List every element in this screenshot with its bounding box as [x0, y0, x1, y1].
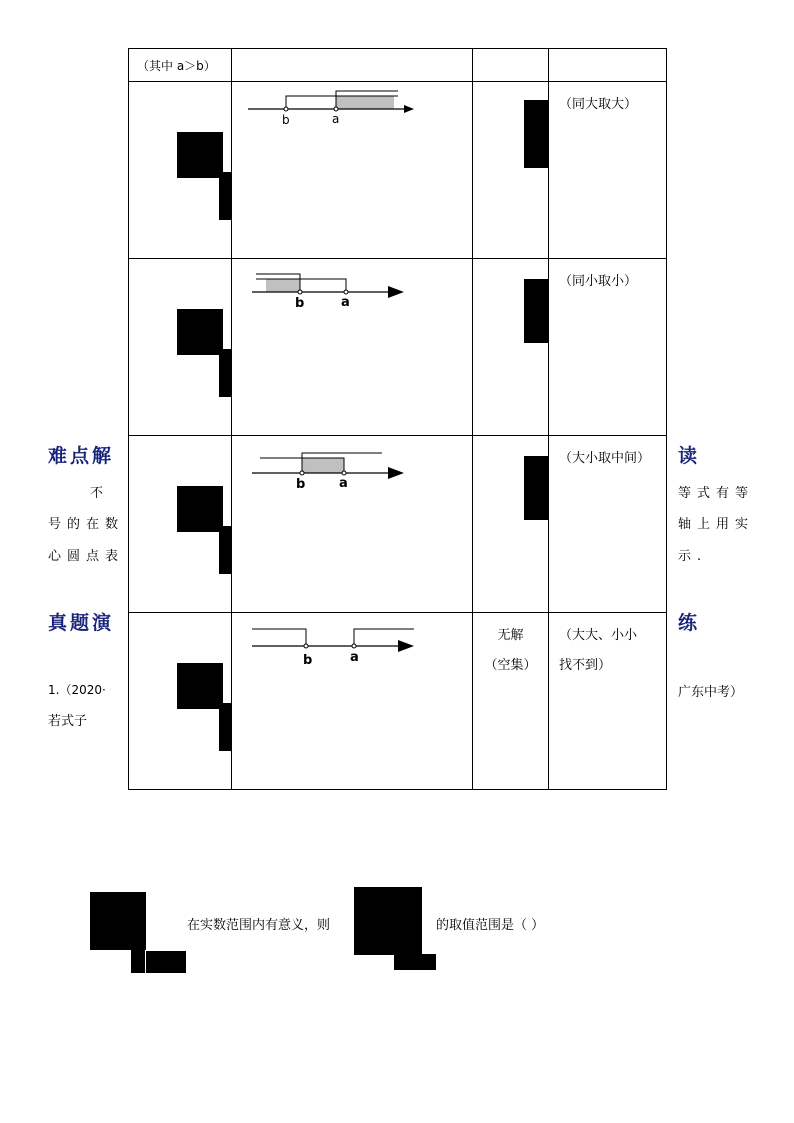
- table-row: [129, 259, 667, 436]
- overlap-shade: [336, 96, 394, 109]
- formula-image: [146, 951, 186, 973]
- exam-title-right: 练: [678, 612, 701, 634]
- q1-source-right: 广东中考）: [678, 685, 744, 700]
- question-middle-text: 在实数范围内有意义，则: [187, 918, 331, 933]
- ray-b: [252, 629, 306, 646]
- formula-image: [394, 954, 436, 970]
- formula-image: [90, 892, 146, 950]
- result-cell: [473, 82, 549, 259]
- header-empty-cell: [232, 49, 473, 82]
- label-a: a: [339, 476, 348, 491]
- rule-cell: [549, 259, 667, 436]
- formula-image: [177, 663, 223, 709]
- number-line-cell: [232, 436, 473, 613]
- table-row: [129, 613, 667, 790]
- point-a: [344, 290, 348, 294]
- point-b: [298, 290, 302, 294]
- question-end-text: 的取值范围是（ ）: [436, 918, 545, 933]
- label-b: b: [303, 653, 313, 668]
- formula-image: [219, 526, 231, 574]
- formula-image: [177, 132, 223, 178]
- system-cell: [129, 82, 232, 259]
- difficulty-line2-right: 轴上用实: [678, 517, 755, 532]
- result-cell: [473, 436, 549, 613]
- table-row: [129, 82, 667, 259]
- point-a: [334, 107, 338, 111]
- rule-note: （同大取大）: [559, 97, 638, 112]
- formula-image: [524, 456, 548, 520]
- rule-note: （大小取中间）: [559, 451, 651, 466]
- table-header-row: [129, 49, 667, 82]
- formula-image: [524, 100, 548, 168]
- difficulty-line2-left: 号的在数: [48, 517, 125, 532]
- point-b: [284, 107, 288, 111]
- difficulty-title-left: 难点解: [48, 445, 115, 467]
- formula-image: [219, 703, 231, 751]
- system-cell: [129, 436, 232, 613]
- system-cell: [129, 613, 232, 790]
- formula-image: [177, 309, 223, 355]
- label-a: a: [341, 295, 350, 310]
- formula-image: [219, 172, 231, 220]
- number-line-cell: [232, 82, 473, 259]
- rule-note: （同小取小）: [559, 274, 638, 289]
- axis-arrow: [398, 640, 414, 652]
- table-row: [129, 436, 667, 613]
- label-b: b: [296, 477, 306, 492]
- number-line-cell: [232, 259, 473, 436]
- header-empty-cell: [473, 49, 549, 82]
- exam-title-left: 真题演: [48, 612, 115, 634]
- q1-source-left: 1.（2020·: [48, 683, 106, 697]
- rule-cell: [549, 82, 667, 259]
- rule-cell: [549, 436, 667, 613]
- header-condition: （其中 a＞b）: [137, 59, 216, 73]
- no-solution-text: 无解 （空集）: [484, 628, 537, 673]
- point-a: [352, 644, 356, 648]
- difficulty-line3-left: 心圆点表: [48, 549, 125, 564]
- header-condition-cell: [129, 49, 232, 82]
- number-line-cell: [232, 613, 473, 790]
- solution-table: [128, 48, 667, 790]
- point-b: [304, 644, 308, 648]
- difficulty-line3-right: 示.: [678, 549, 708, 564]
- label-b: b: [282, 113, 290, 127]
- result-cell: [473, 613, 549, 790]
- axis-arrow: [388, 286, 404, 298]
- overlap-shade: [302, 458, 344, 473]
- result-cell: [473, 259, 549, 436]
- formula-image: [177, 486, 223, 532]
- axis-arrow: [404, 105, 414, 113]
- number-line-diagram: [232, 82, 472, 142]
- number-line-diagram: [232, 259, 472, 319]
- rule-cell: [549, 613, 667, 790]
- point-a: [342, 471, 346, 475]
- system-cell: [129, 259, 232, 436]
- q1-stem-left: 若式子: [48, 714, 88, 729]
- formula-image: [219, 349, 231, 397]
- header-empty-cell: [549, 49, 667, 82]
- label-a: a: [332, 112, 340, 126]
- formula-image: [131, 948, 145, 973]
- difficulty-line1-left: 不: [90, 486, 110, 501]
- rule-note: （大大、小小 找不到）: [559, 628, 638, 673]
- formula-image: [524, 279, 548, 343]
- difficulty-line1-right: 等式有等: [678, 486, 755, 501]
- formula-image: [354, 887, 422, 955]
- label-b: b: [295, 296, 305, 311]
- number-line-diagram: [232, 613, 472, 673]
- label-a: a: [350, 650, 359, 665]
- axis-arrow: [388, 467, 404, 479]
- difficulty-title-right: 读: [678, 445, 701, 467]
- number-line-diagram: [232, 436, 472, 496]
- overlap-shade: [266, 279, 300, 292]
- point-b: [300, 471, 304, 475]
